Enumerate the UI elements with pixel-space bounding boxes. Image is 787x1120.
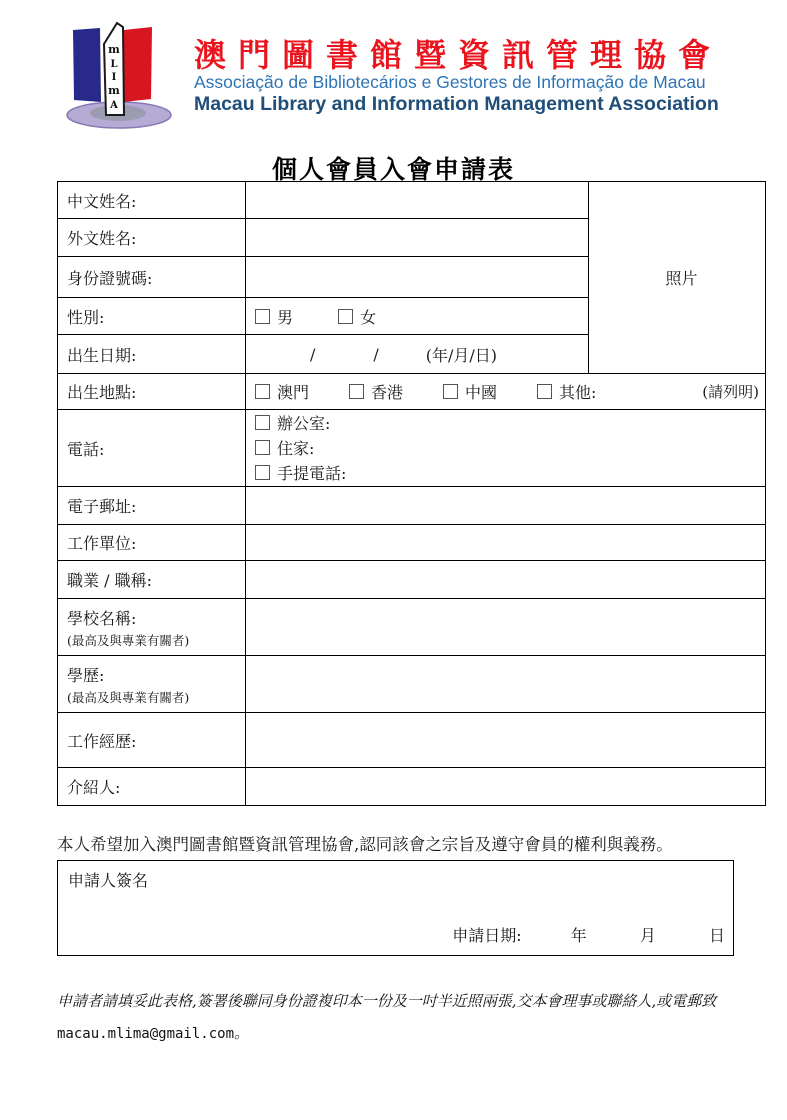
gender-label: 性別: — [58, 298, 246, 335]
school-name-label: 學校名稱: (最高及與專業有關者) — [58, 599, 246, 656]
checkbox-macau[interactable] — [255, 384, 270, 399]
foreign-name-label: 外文姓名: — [58, 219, 246, 257]
email-field[interactable] — [246, 487, 766, 525]
work-experience-label: 工作經歷: — [58, 713, 246, 768]
date-separator: / — [310, 344, 316, 364]
checkbox-other[interactable] — [537, 384, 552, 399]
email-label: 電子郵址: — [58, 487, 246, 525]
chinese-name-label: 中文姓名: — [58, 182, 246, 219]
table-row — [58, 768, 766, 806]
other-option-label: 其他: — [559, 383, 597, 402]
checkbox-female[interactable] — [338, 309, 353, 324]
svg-text:m: m — [108, 43, 120, 56]
occupation-label: 職業 / 職稱: — [58, 561, 246, 599]
association-name-portuguese: Associação de Bibliotecários e Gestores de Informação de Macau — [194, 72, 706, 92]
year-label: 年 — [570, 926, 587, 945]
date-format-hint: (年/月/日) — [425, 345, 498, 365]
education-field[interactable] — [246, 656, 766, 713]
phone-label: 電話: — [58, 410, 246, 487]
workplace-field[interactable] — [246, 525, 766, 561]
applicant-signature-label: 申請人簽名 — [68, 871, 149, 890]
application-table — [57, 181, 766, 806]
mlima-logo-icon — [60, 14, 180, 132]
referrer-label: 介紹人: — [58, 768, 246, 806]
checkbox-mobile-phone[interactable] — [255, 465, 270, 480]
id-number-label: 身份證號碼: — [58, 257, 246, 298]
month-label: 月 — [639, 926, 656, 945]
birth-place-label: 出生地點: — [58, 374, 246, 410]
table-row — [58, 599, 766, 656]
occupation-field[interactable] — [246, 561, 766, 599]
date-separator: / — [373, 344, 379, 364]
table-row — [58, 713, 766, 768]
home-phone-label: 住家: — [277, 438, 315, 458]
foreign-name-field[interactable] — [246, 219, 589, 257]
svg-text:A: A — [110, 100, 118, 111]
association-name-english: Macau Library and Information Management Association — [194, 93, 719, 115]
education-label: 學歷: (最高及與專業有關者) — [58, 656, 246, 713]
macau-option-label: 澳門 — [277, 383, 310, 402]
school-name-sublabel: (最高及與專業有關者) — [67, 632, 190, 648]
hongkong-option-label: 香港 — [371, 383, 404, 402]
birth-place-field — [246, 374, 766, 410]
birth-date-label: 出生日期: — [58, 335, 246, 374]
table-row — [58, 182, 766, 219]
table-row — [58, 374, 766, 410]
application-date-label: 申請日期: — [452, 926, 522, 945]
referrer-field[interactable] — [246, 768, 766, 806]
svg-text:m: m — [108, 84, 120, 97]
checkbox-china[interactable] — [443, 384, 458, 399]
contact-email: macau.mlima@gmail.com — [57, 1026, 235, 1042]
birth-date-field[interactable] — [246, 335, 589, 374]
please-specify-hint: (請列明) — [702, 383, 759, 401]
checkbox-office-phone[interactable] — [255, 415, 270, 430]
table-row — [58, 561, 766, 599]
school-name-field[interactable] — [246, 599, 766, 656]
application-date-line — [452, 923, 725, 946]
table-row — [58, 487, 766, 525]
mobile-phone-label: 手提電話: — [277, 463, 347, 483]
declaration-text: 本人希望加入澳門圖書館暨資訊管理協會,認同該會之宗旨及遵守會員的權利與義務。 — [57, 835, 673, 854]
table-row — [58, 525, 766, 561]
svg-text:I: I — [111, 72, 117, 83]
table-row — [58, 410, 766, 487]
svg-text:L: L — [110, 59, 118, 70]
chinese-name-field[interactable] — [246, 182, 589, 219]
instructions-text: 申請者請填妥此表格,簽署後聯同身份證複印本一份及一吋半近照兩張,交本會理事或聯絡人,或電郵致 — [57, 992, 717, 1010]
signature-box[interactable] — [57, 860, 734, 956]
checkbox-home-phone[interactable] — [255, 440, 270, 455]
photo-box: 照片 — [589, 182, 766, 374]
table-row — [58, 656, 766, 713]
form-title: 個人會員入會申請表 — [271, 155, 515, 184]
work-experience-field[interactable] — [246, 713, 766, 768]
office-phone-label: 辦公室: — [277, 413, 331, 433]
china-option-label: 中國 — [465, 383, 498, 402]
day-label: 日 — [708, 926, 725, 945]
submission-instructions — [57, 985, 739, 1050]
female-option-label: 女 — [360, 307, 377, 327]
education-sublabel: (最高及與專業有關者) — [67, 689, 190, 705]
phone-field — [246, 410, 766, 487]
checkbox-male[interactable] — [255, 309, 270, 324]
checkbox-hongkong[interactable] — [349, 384, 364, 399]
id-number-field[interactable] — [246, 257, 589, 298]
gender-field — [246, 298, 589, 335]
instructions-text-end: 。 — [234, 1024, 250, 1042]
association-name-chinese: 澳門圖書館暨資訊管理協會 — [194, 36, 723, 74]
male-option-label: 男 — [277, 307, 294, 327]
workplace-label: 工作單位: — [58, 525, 246, 561]
